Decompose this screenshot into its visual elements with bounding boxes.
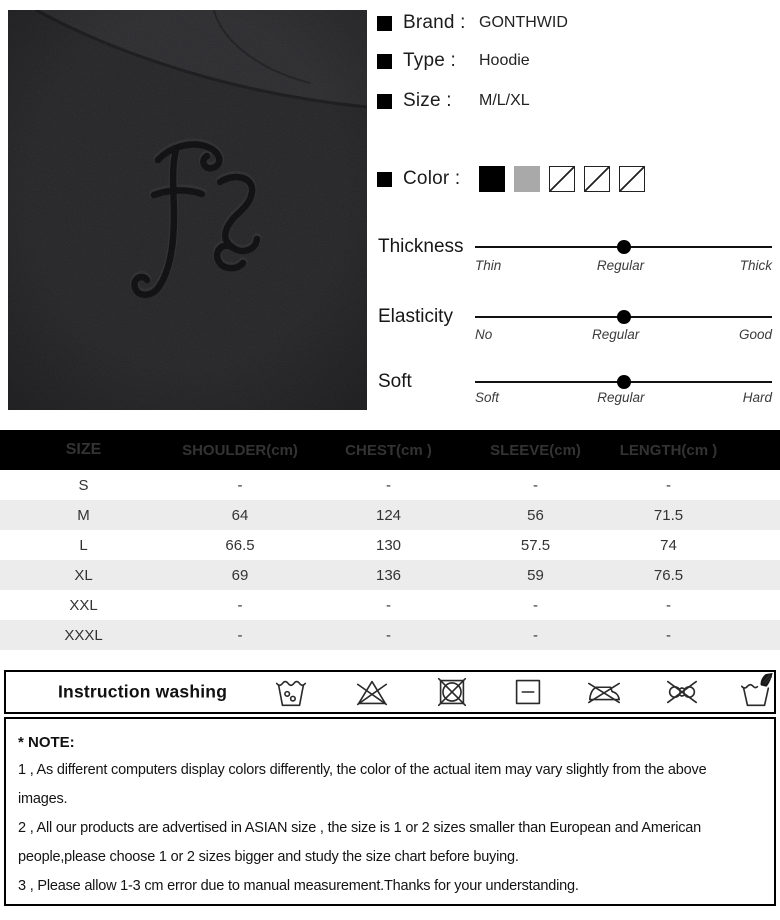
table-row <box>0 560 780 590</box>
cell-length: 71.5 <box>653 506 684 524</box>
elasticity-label: Elasticity <box>378 306 453 327</box>
color-swatch-gray <box>514 166 540 192</box>
color-swatch-3 <box>549 166 575 192</box>
col-sleeve: SLEEVE(cm) <box>490 441 581 459</box>
scale-right: Hard <box>742 390 772 405</box>
brand-row <box>377 12 568 34</box>
dry-flat-icon <box>509 673 547 711</box>
scale-right: Good <box>738 327 772 342</box>
thickness-scale <box>475 258 772 273</box>
do-not-iron-icon <box>585 673 623 711</box>
cell-shoulder: 69 <box>231 566 249 584</box>
note-title: * NOTE: <box>18 734 75 751</box>
bullet-square-icon <box>377 172 392 187</box>
thickness-label: Thickness <box>378 236 464 257</box>
type-value: Hoodie <box>479 52 530 69</box>
scale-left: No <box>475 327 493 342</box>
size-table <box>0 430 780 650</box>
cell-shoulder: - <box>237 476 243 494</box>
cell-length: - <box>666 596 671 614</box>
elasticity-slider <box>475 316 772 318</box>
bullet-square-icon <box>377 54 392 69</box>
cell-size: XL <box>74 566 93 584</box>
cell-sleeve: 59 <box>527 566 544 584</box>
scale-left: Soft <box>475 390 500 405</box>
color-swatches <box>479 166 645 192</box>
elasticity-scale <box>475 327 772 342</box>
cell-sleeve: - <box>533 476 538 494</box>
brand-label: Brand : <box>403 12 466 33</box>
machine-wash-icon <box>272 673 310 711</box>
cell-length: 76.5 <box>653 566 684 584</box>
cell-chest: - <box>386 476 391 494</box>
type-label: Type : <box>403 50 456 71</box>
scale-right: Thick <box>739 258 772 273</box>
cell-shoulder: 64 <box>231 506 249 524</box>
cell-shoulder: 66.5 <box>225 536 255 554</box>
product-image <box>8 10 367 410</box>
scale-left: Thin <box>475 258 502 273</box>
size-value: M/L/XL <box>479 92 530 109</box>
soft-label: Soft <box>378 371 412 392</box>
slider-dot <box>617 375 631 389</box>
hoodie-photo <box>8 10 367 410</box>
col-size: SIZE <box>65 441 102 458</box>
hand-wash-icon <box>737 673 775 711</box>
cell-chest: 124 <box>375 506 402 524</box>
cell-chest: - <box>386 626 391 644</box>
color-swatch-4 <box>584 166 610 192</box>
size-row <box>377 90 530 112</box>
slider-dot <box>617 310 631 324</box>
color-swatch-black <box>479 166 505 192</box>
color-swatch-5 <box>619 166 645 192</box>
cell-size: XXL <box>69 596 98 614</box>
cell-length: - <box>666 626 671 644</box>
soft-slider <box>475 381 772 383</box>
col-shoulder: SHOULDER(cm) <box>182 441 298 459</box>
table-row <box>0 470 780 500</box>
cell-sleeve: 57.5 <box>520 536 551 554</box>
note-line: people,please choose 1 or 2 sizes bigger and study the size chart before buying. <box>18 849 519 865</box>
scale-mid: Regular <box>596 258 645 273</box>
washing-label: Instruction washing <box>58 681 228 702</box>
color-row <box>377 166 645 192</box>
soft-scale <box>475 390 772 405</box>
size-table-header <box>0 430 780 470</box>
cell-size: XXXL <box>64 626 103 644</box>
cell-length: - <box>666 476 671 494</box>
table-row <box>0 530 780 560</box>
cell-sleeve: - <box>533 596 538 614</box>
bullet-square-icon <box>377 94 392 109</box>
table-row <box>0 590 780 620</box>
cell-length: 74 <box>660 536 677 554</box>
note-line: 1 , As different computers display colors differently, the color of the actual item may vary slightly from the above <box>18 762 707 778</box>
size-label: Size : <box>403 90 452 111</box>
do-not-tumble-dry-icon <box>433 673 471 711</box>
thickness-slider <box>475 246 772 248</box>
cell-chest: - <box>386 596 391 614</box>
cell-chest: 136 <box>375 566 402 584</box>
scale-mid: Regular <box>591 327 640 342</box>
note-line: 2 , All our products are advertised in ASIAN size , the size is 1 or 2 sizes smaller than European and American <box>18 820 702 836</box>
color-label: Color : <box>403 168 461 189</box>
scale-mid: Regular <box>597 390 645 405</box>
note-line: images. <box>18 791 68 807</box>
cell-size: S <box>78 476 89 494</box>
table-row <box>0 620 780 650</box>
cell-size: M <box>77 506 90 524</box>
note-box <box>4 717 776 906</box>
cell-chest: 130 <box>375 536 402 554</box>
slider-dot <box>617 240 631 254</box>
do-not-wring-icon <box>663 673 701 711</box>
cell-size: L <box>79 536 88 554</box>
type-row <box>377 50 530 72</box>
col-chest: CHEST(cm ) <box>345 441 432 459</box>
col-length: LENGTH(cm ) <box>619 441 718 459</box>
cell-sleeve: 56 <box>527 506 544 524</box>
brand-value: GONTHWID <box>479 14 568 31</box>
cell-sleeve: - <box>533 626 538 644</box>
cell-shoulder: - <box>237 596 243 614</box>
do-not-bleach-icon <box>353 673 391 711</box>
table-row <box>0 500 780 530</box>
cell-shoulder: - <box>237 626 243 644</box>
bullet-square-icon <box>377 16 392 31</box>
note-line: 3 , Please allow 1-3 cm error due to manual measurement.Thanks for your understanding. <box>18 878 579 894</box>
washing-instructions-box <box>4 670 776 714</box>
